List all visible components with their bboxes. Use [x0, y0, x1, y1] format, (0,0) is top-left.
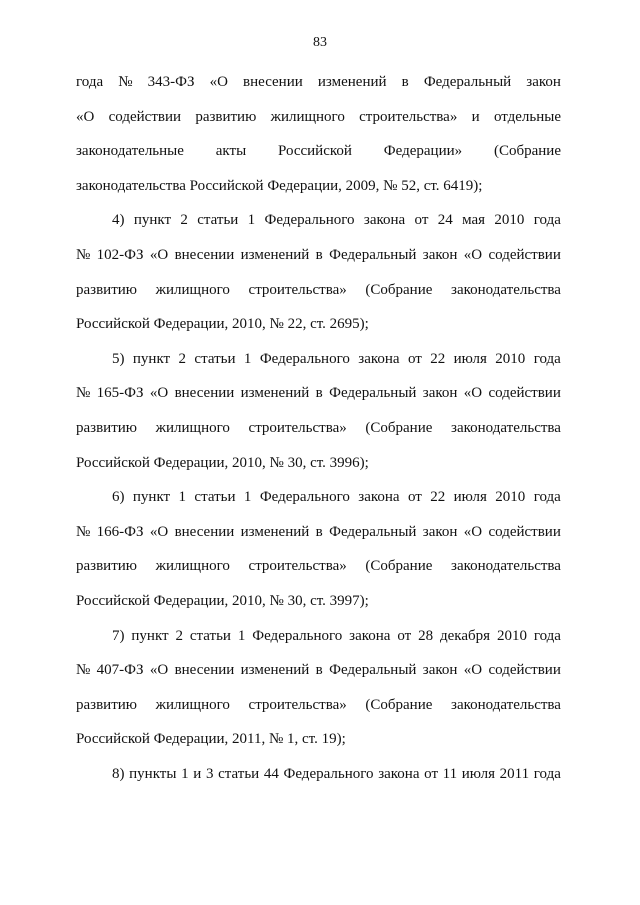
word: «О: [209, 74, 228, 90]
word: внесении: [174, 385, 235, 402]
word: 4): [112, 212, 125, 229]
word: 2: [180, 212, 188, 229]
word: пункт: [131, 627, 169, 644]
word: закона: [349, 627, 391, 644]
word: внесении: [174, 523, 235, 540]
word: пункт: [132, 489, 171, 506]
text-line: [76, 385, 561, 420]
word: статьи: [194, 350, 236, 367]
text-line: [76, 351, 561, 386]
word: законодательные: [76, 143, 184, 160]
line-text: Российской Федерации, 2011, № 1, ст. 19);: [76, 731, 346, 748]
word: №: [76, 523, 91, 540]
word: (Собрание: [493, 143, 561, 160]
word: Федерального: [259, 350, 350, 367]
word: декабря: [440, 627, 491, 644]
word: 2010: [495, 350, 526, 367]
word: 11: [442, 765, 458, 782]
word: Федеральный: [329, 662, 417, 679]
word: Федеральный: [423, 74, 512, 90]
word: закона: [358, 350, 400, 367]
word: 1: [181, 765, 189, 782]
word: 8): [112, 765, 125, 782]
word: Федеральный: [329, 385, 417, 402]
word: закон: [422, 385, 458, 402]
word: строительства»: [248, 419, 347, 436]
word: статьи: [218, 765, 260, 782]
word: 6): [112, 489, 125, 506]
word: жилищного: [155, 558, 230, 575]
word: строительства»: [248, 558, 347, 575]
word: 343-ФЗ: [147, 74, 195, 90]
word: 44: [263, 765, 279, 782]
word: года: [533, 627, 561, 644]
word: 102-ФЗ: [96, 246, 144, 263]
word: года: [533, 212, 561, 229]
text-line: [76, 697, 561, 732]
word: 24: [437, 212, 453, 229]
text-line: [76, 178, 561, 213]
word: Федерального: [259, 489, 350, 506]
word: «О: [149, 662, 169, 679]
document-body: [76, 74, 561, 800]
text-line: [76, 316, 561, 351]
word: Федерального: [252, 627, 343, 644]
word: Федеральный: [329, 246, 417, 263]
word: в: [315, 385, 323, 402]
line-text: законодательства Российской Федерации, 2009, № 52, ст. 6419);: [76, 177, 483, 194]
word: Федерального: [264, 212, 355, 229]
word: 28: [418, 627, 434, 644]
word: изменений: [240, 246, 310, 263]
word: от: [407, 350, 422, 367]
word: содействии: [488, 246, 561, 263]
word: Федерации»: [383, 143, 463, 160]
word: строительства»: [248, 696, 347, 713]
word: строительства»: [359, 108, 458, 125]
word: закона: [378, 765, 420, 782]
word: 2: [175, 627, 183, 644]
word: от: [407, 489, 422, 506]
word: законодательства: [451, 558, 561, 575]
word: мая: [462, 212, 486, 229]
word: внесении: [243, 74, 303, 90]
word: «О: [463, 662, 483, 679]
word: закон: [422, 246, 458, 263]
word: года: [533, 350, 561, 367]
word: 7): [112, 627, 125, 644]
text-line: [76, 489, 561, 524]
word: (Собрание: [365, 696, 433, 713]
word: закон: [526, 74, 561, 90]
word: «О: [463, 523, 483, 540]
word: закона: [363, 212, 406, 229]
text-line: [76, 143, 561, 178]
word: акты: [215, 143, 247, 160]
word: пункт: [132, 350, 171, 367]
word: июля: [461, 765, 496, 782]
word: от: [424, 765, 438, 782]
text-line: [76, 247, 561, 282]
word: содействии: [108, 108, 182, 125]
word: от: [414, 212, 429, 229]
word: содействии: [488, 523, 561, 540]
word: в: [401, 74, 409, 90]
word: 2: [178, 350, 187, 367]
text-line: [76, 731, 561, 766]
line-text: Российской Федерации, 2010, № 30, ст. 3996);: [76, 454, 369, 471]
text-line: [76, 662, 561, 697]
word: и: [193, 765, 202, 782]
word: (Собрание: [365, 419, 433, 436]
word: года: [533, 489, 561, 506]
text-line: [76, 524, 561, 559]
word: года: [533, 765, 561, 782]
word: 1: [237, 627, 246, 644]
word: изменений: [317, 74, 387, 90]
word: «О: [76, 108, 95, 125]
word: изменений: [240, 523, 310, 540]
word: №: [118, 74, 133, 90]
text-line: [76, 74, 561, 109]
text-line: [76, 558, 561, 593]
word: внесении: [174, 662, 235, 679]
word: закона: [358, 489, 400, 506]
word: 22: [430, 350, 446, 367]
word: и: [471, 108, 480, 125]
word: развитию: [76, 558, 137, 575]
word: 2010: [494, 212, 525, 229]
word: статьи: [189, 627, 231, 644]
word: 1: [178, 489, 187, 506]
word: изменений: [240, 662, 310, 679]
word: в: [315, 246, 323, 263]
word: «О: [149, 385, 169, 402]
word: в: [315, 523, 323, 540]
word: статьи: [194, 489, 236, 506]
word: 1: [247, 212, 256, 229]
word: Российской: [278, 143, 352, 160]
word: июля: [453, 489, 487, 506]
word: жилищного: [270, 108, 345, 125]
word: (Собрание: [365, 558, 433, 575]
word: «О: [463, 385, 483, 402]
word: отдельные: [493, 108, 561, 125]
word: содействии: [488, 385, 561, 402]
word: июля: [453, 350, 487, 367]
word: пункт: [133, 212, 172, 229]
text-line: [76, 455, 561, 490]
word: развитию: [76, 419, 137, 436]
word: №: [76, 246, 91, 263]
word: «О: [149, 523, 169, 540]
text-line: [76, 628, 561, 663]
word: 1: [243, 489, 252, 506]
word: 2010: [495, 489, 526, 506]
word: 2010: [496, 627, 527, 644]
word: 22: [430, 489, 446, 506]
word: Федерального: [283, 765, 374, 782]
word: изменений: [240, 385, 310, 402]
word: 5): [112, 350, 125, 367]
word: 3: [205, 765, 214, 782]
word: №: [76, 385, 91, 402]
word: «О: [463, 246, 483, 263]
line-text: Российской Федерации, 2010, № 30, ст. 3997);: [76, 592, 369, 609]
word: 166-ФЗ: [96, 523, 144, 540]
word: 1: [243, 350, 252, 367]
text-line: [76, 766, 561, 801]
word: жилищного: [155, 696, 230, 713]
line-text: Российской Федерации, 2010, № 22, ст. 2695);: [76, 316, 369, 333]
word: 2011: [499, 765, 530, 782]
word: содействии: [488, 662, 561, 679]
page-number: 83: [313, 35, 327, 50]
word: пункты: [129, 765, 177, 782]
word: жилищного: [155, 419, 230, 436]
text-line: [76, 109, 561, 144]
word: развитию: [76, 281, 137, 298]
word: (Собрание: [365, 281, 433, 298]
word: «О: [149, 246, 169, 263]
word: жилищного: [155, 281, 230, 298]
word: развитию: [195, 108, 257, 125]
word: в: [315, 662, 323, 679]
word: Федеральный: [329, 523, 417, 540]
word: законодательства: [451, 419, 561, 436]
text-line: [76, 282, 561, 317]
word: внесении: [174, 246, 235, 263]
word: статьи: [197, 212, 239, 229]
text-line: [76, 420, 561, 455]
word: №: [76, 662, 91, 679]
word: законодательства: [451, 281, 561, 298]
word: развитию: [76, 696, 137, 713]
word: 165-ФЗ: [96, 385, 144, 402]
word: закон: [422, 523, 458, 540]
word: строительства»: [248, 281, 347, 298]
text-line: [76, 593, 561, 628]
word: 407-ФЗ: [96, 662, 144, 679]
word: от: [397, 627, 412, 644]
word: закон: [422, 662, 458, 679]
word: года: [76, 74, 104, 90]
text-line: [76, 212, 561, 247]
word: законодательства: [451, 696, 561, 713]
